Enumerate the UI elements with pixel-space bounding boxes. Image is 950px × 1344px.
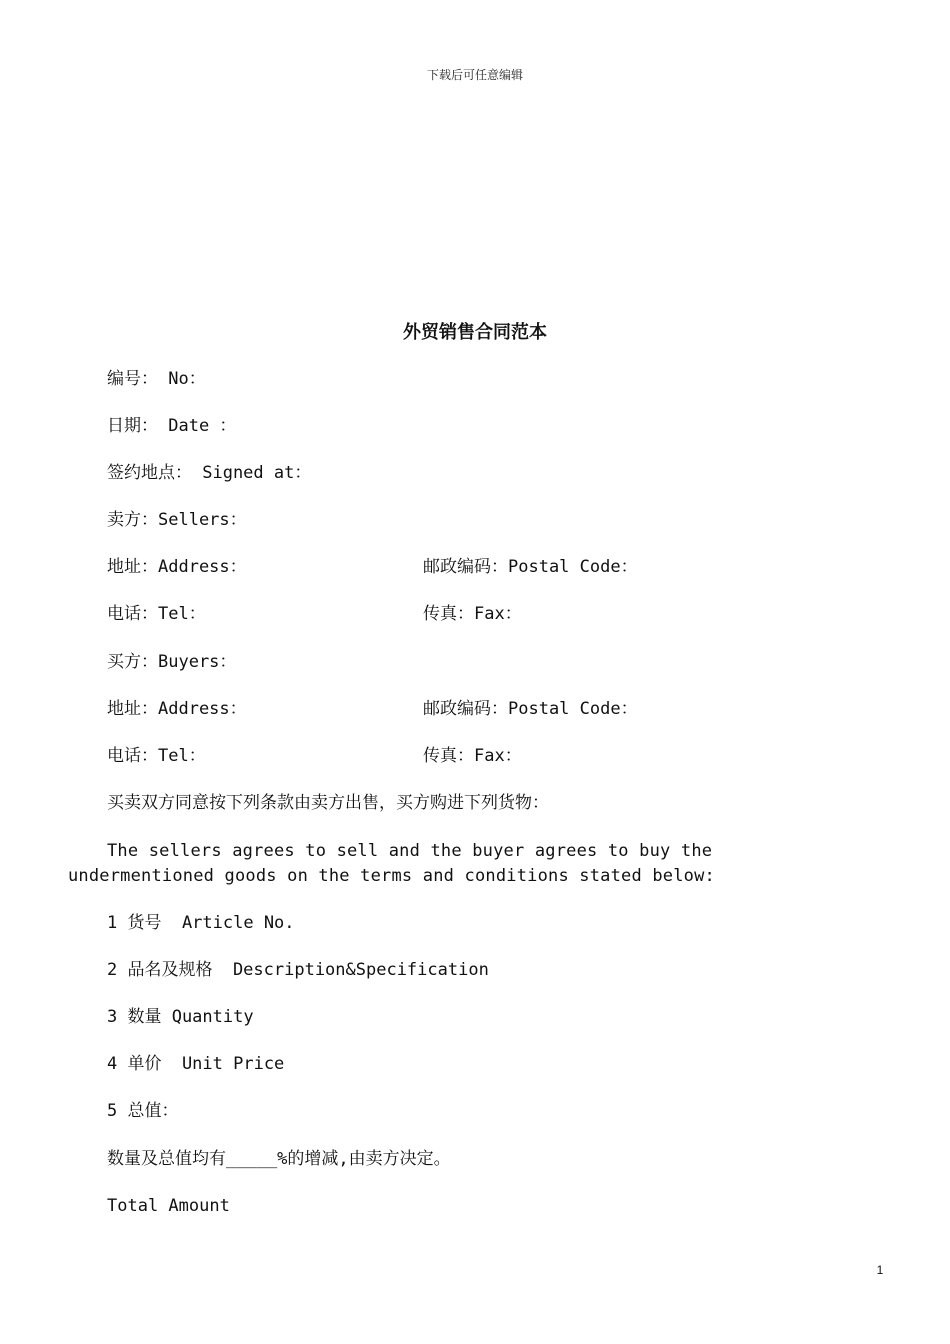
sellers-field: 卖方：Sellers： bbox=[107, 510, 247, 530]
buyer-address-field: 地址：Address： bbox=[107, 699, 247, 719]
document-title: 外贸销售合同范本 bbox=[403, 322, 547, 343]
page-number: 1 bbox=[876, 1263, 884, 1277]
item-total-value: 5 总值： bbox=[107, 1101, 179, 1121]
seller-fax-field: 传真：Fax： bbox=[423, 604, 522, 624]
signed-at-field: 签约地点： Signed at： bbox=[107, 463, 312, 483]
buyers-field: 买方：Buyers： bbox=[107, 652, 237, 672]
date-field: 日期： Date ： bbox=[107, 416, 237, 436]
seller-postal-code-field: 邮政编码：Postal Code： bbox=[423, 557, 638, 577]
total-amount-label: Total Amount bbox=[107, 1196, 230, 1216]
buyer-tel-field: 电话：Tel： bbox=[107, 746, 206, 766]
agreement-chinese: 买卖双方同意按下列条款由卖方出售，买方购进下列货物： bbox=[107, 793, 549, 813]
seller-address-field: 地址：Address： bbox=[107, 557, 247, 577]
buyer-fax-field: 传真：Fax： bbox=[423, 746, 522, 766]
item-description: 2 品名及规格 Description&Specification bbox=[107, 960, 489, 980]
agreement-english: The sellers agrees to sell and the buyer agrees to buy the undermentioned goods on the terms and conditions stated below: bbox=[68, 841, 715, 886]
header-note: 下载后可任意编辑 bbox=[426, 68, 523, 82]
item-article-no: 1 货号 Article No. bbox=[107, 913, 295, 933]
buyer-postal-code-field: 邮政编码：Postal Code： bbox=[423, 699, 638, 719]
item-unit-price: 4 单价 Unit Price bbox=[107, 1054, 285, 1074]
seller-tel-field: 电话：Tel： bbox=[107, 604, 206, 624]
contract-number-field: 编号： No： bbox=[107, 369, 206, 389]
item-quantity: 3 数量 Quantity bbox=[107, 1007, 254, 1027]
tolerance-note: 数量及总值均有_____%的增减,由卖方决定。 bbox=[107, 1149, 451, 1169]
